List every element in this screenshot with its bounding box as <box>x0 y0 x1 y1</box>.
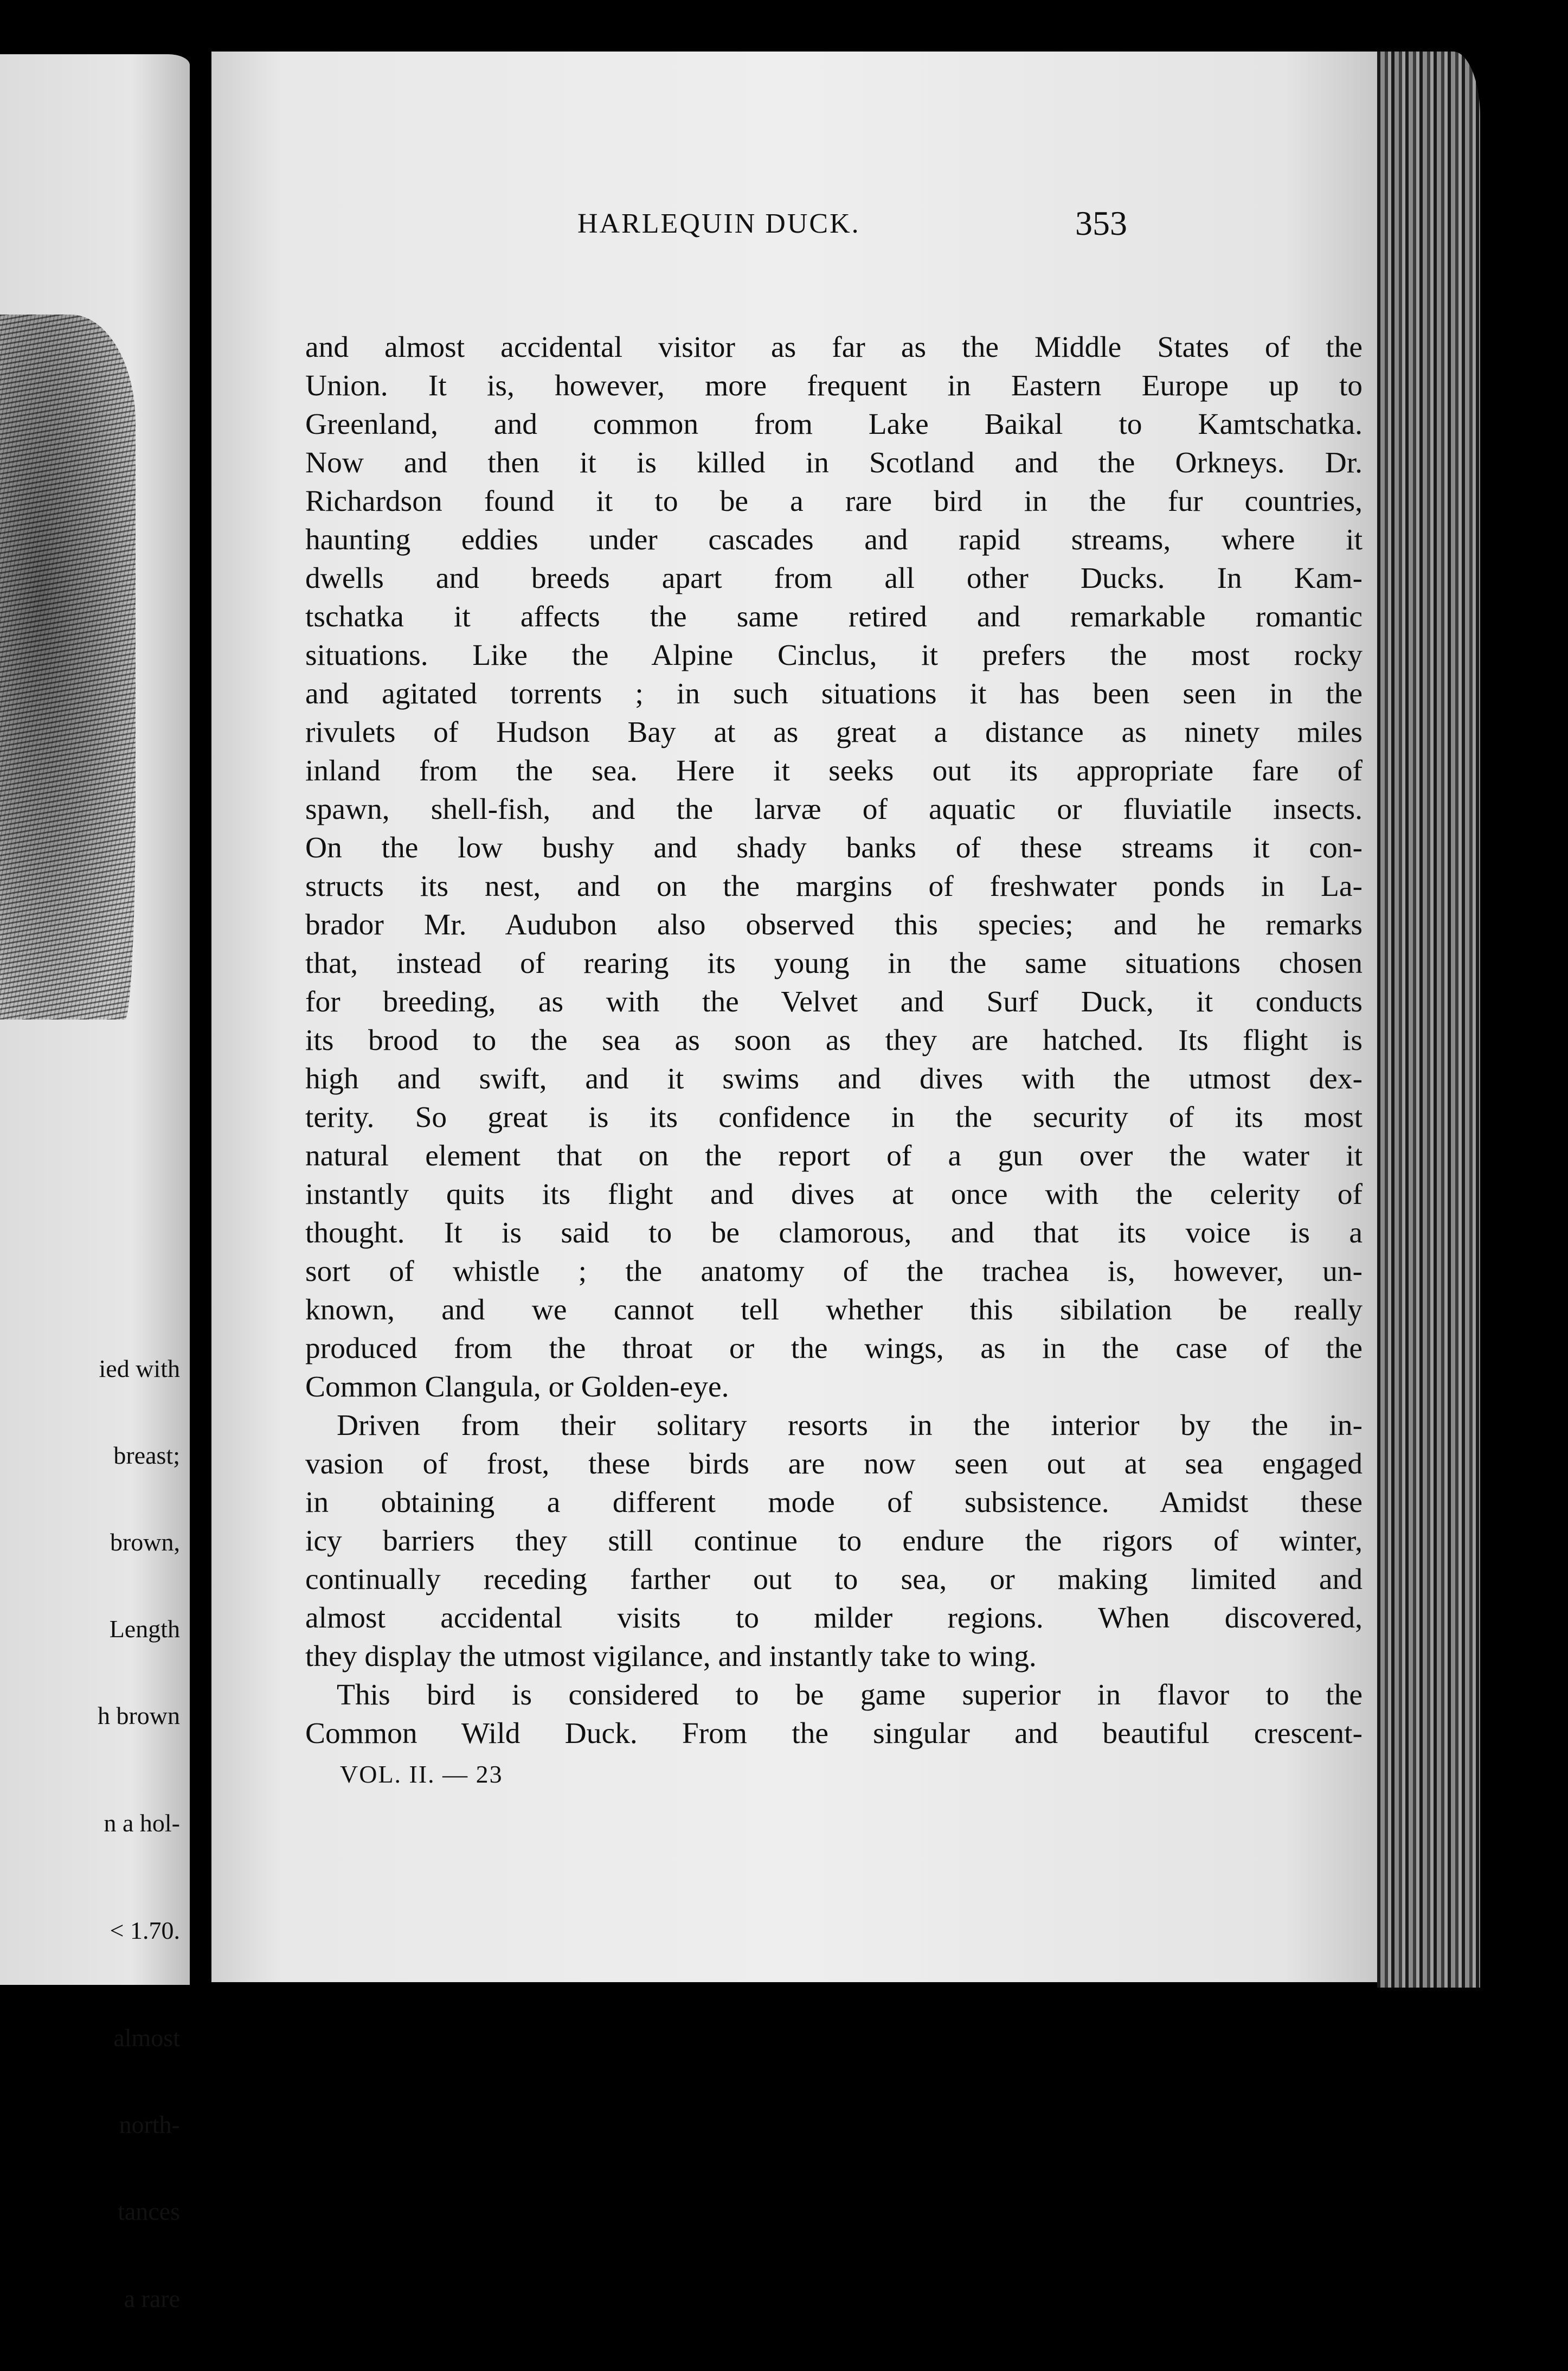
text-line: Union. It is, however, more frequent in Eastern Europe up to <box>305 369 1363 402</box>
text-line: in obtaining a different mode of subsistence. Amidst these <box>305 1486 1363 1519</box>
left-facing-page <box>0 54 190 2312</box>
left-line: almost <box>113 2024 180 2052</box>
page-number: 353 <box>1075 204 1127 242</box>
body-text <box>305 328 1363 1753</box>
paragraph-3 <box>305 1676 1363 1753</box>
text-line: sort of whistle ; the anatomy of the trachea is, however, un- <box>305 1255 1363 1288</box>
text-line: that, instead of rearing its young in the same situations chosen <box>305 947 1363 980</box>
running-title: HARLEQUIN DUCK. <box>577 208 860 239</box>
text-line: Now and then it is killed in Scotland and the Orkneys. Dr. <box>305 446 1363 479</box>
text-line: vasion of frost, these birds are now seen out at sea engaged <box>305 1447 1363 1481</box>
text-line: they display the utmost vigilance, and instantly take to wing. <box>305 1640 1037 1673</box>
text-line: natural element that on the report of a gun over the water it <box>305 1139 1363 1172</box>
running-head <box>211 204 1377 251</box>
text-line: Common Wild Duck. From the singular and beautiful crescent- <box>305 1717 1363 1750</box>
left-page-text <box>98 1296 180 2371</box>
left-line: Length <box>109 1614 180 1643</box>
footer-signature: VOL. II. — 23 <box>340 1760 503 1788</box>
engraving-illustration <box>0 315 136 1020</box>
left-line: tances <box>118 2197 180 2226</box>
text-line: continually receding farther out to sea, or making limited and <box>305 1563 1363 1596</box>
text-line: haunting eddies under cascades and rapid streams, where it <box>305 523 1363 556</box>
text-line: icy barriers they still continue to endure the rigors of winter, <box>305 1524 1363 1558</box>
text-line: and agitated torrents ; in such situations it has been seen in the <box>305 677 1363 710</box>
text-line: produced from the throat or the wings, as in the case of the <box>305 1332 1363 1365</box>
text-line: inland from the sea. Here it seeks out its appropriate fare of <box>305 754 1363 787</box>
left-line: < 1.70. <box>110 1917 180 1945</box>
text-line: Greenland, and common from Lake Baikal to Kamtschatka. <box>305 408 1363 441</box>
text-line: Richardson found it to be a rare bird in the fur countries, <box>305 485 1363 518</box>
text-line: brador Mr. Audubon also observed this species; and he remarks <box>305 908 1363 941</box>
text-line: for breeding, as with the Velvet and Surf Duck, it conducts <box>305 985 1363 1018</box>
left-line: a rare <box>124 2284 180 2312</box>
text-line: structs its nest, and on the margins of freshwater ponds in La- <box>305 870 1363 903</box>
text-line: On the low bushy and shady banks of these streams it con- <box>305 831 1363 864</box>
text-line: almost accidental visits to milder regions. When discovered, <box>305 1601 1363 1635</box>
text-line: instantly quits its flight and dives at once with the celerity of <box>305 1178 1363 1211</box>
left-line: ied with <box>99 1354 180 1382</box>
text-line: thought. It is said to be clamorous, and that its voice is a <box>305 1216 1363 1249</box>
book-page-edges <box>1377 52 1480 1988</box>
text-line: its brood to the sea as soon as they are hatched. Its flight is <box>305 1024 1363 1057</box>
book-page <box>211 52 1377 1982</box>
left-line: brown, <box>110 1528 180 1556</box>
text-line: This bird is considered to be game superior in flavor to the <box>337 1678 1363 1712</box>
left-line: h brown <box>97 1702 180 1730</box>
text-line: high and swift, and it swims and dives with the utmost dex- <box>305 1062 1363 1095</box>
text-line: and almost accidental visitor as far as the Middle States of the <box>305 331 1363 364</box>
paragraph-1 <box>305 328 1363 1406</box>
text-line: known, and we cannot tell whether this sibilation be really <box>305 1293 1363 1327</box>
text-line: situations. Like the Alpine Cinclus, it prefers the most rocky <box>305 639 1363 672</box>
text-line: spawn, shell-fish, and the larvæ of aquatic or fluviatile insects. <box>305 793 1363 826</box>
text-line: terity. So great is its confidence in the security of its most <box>305 1101 1363 1134</box>
text-line: Common Clangula, or Golden-eye. <box>305 1370 729 1404</box>
left-line: n a hol- <box>104 1809 180 1837</box>
text-line: tschatka it affects the same retired and remarkable romantic <box>305 600 1363 633</box>
left-line: breast; <box>113 1441 180 1469</box>
text-line: Driven from their solitary resorts in the interior by the in- <box>337 1409 1363 1442</box>
paragraph-2 <box>305 1406 1363 1676</box>
text-line: rivulets of Hudson Bay at as great a distance as ninety miles <box>305 716 1363 749</box>
text-line: dwells and breeds apart from all other Ducks. In Kam- <box>305 562 1363 595</box>
left-line: north- <box>119 2111 180 2139</box>
